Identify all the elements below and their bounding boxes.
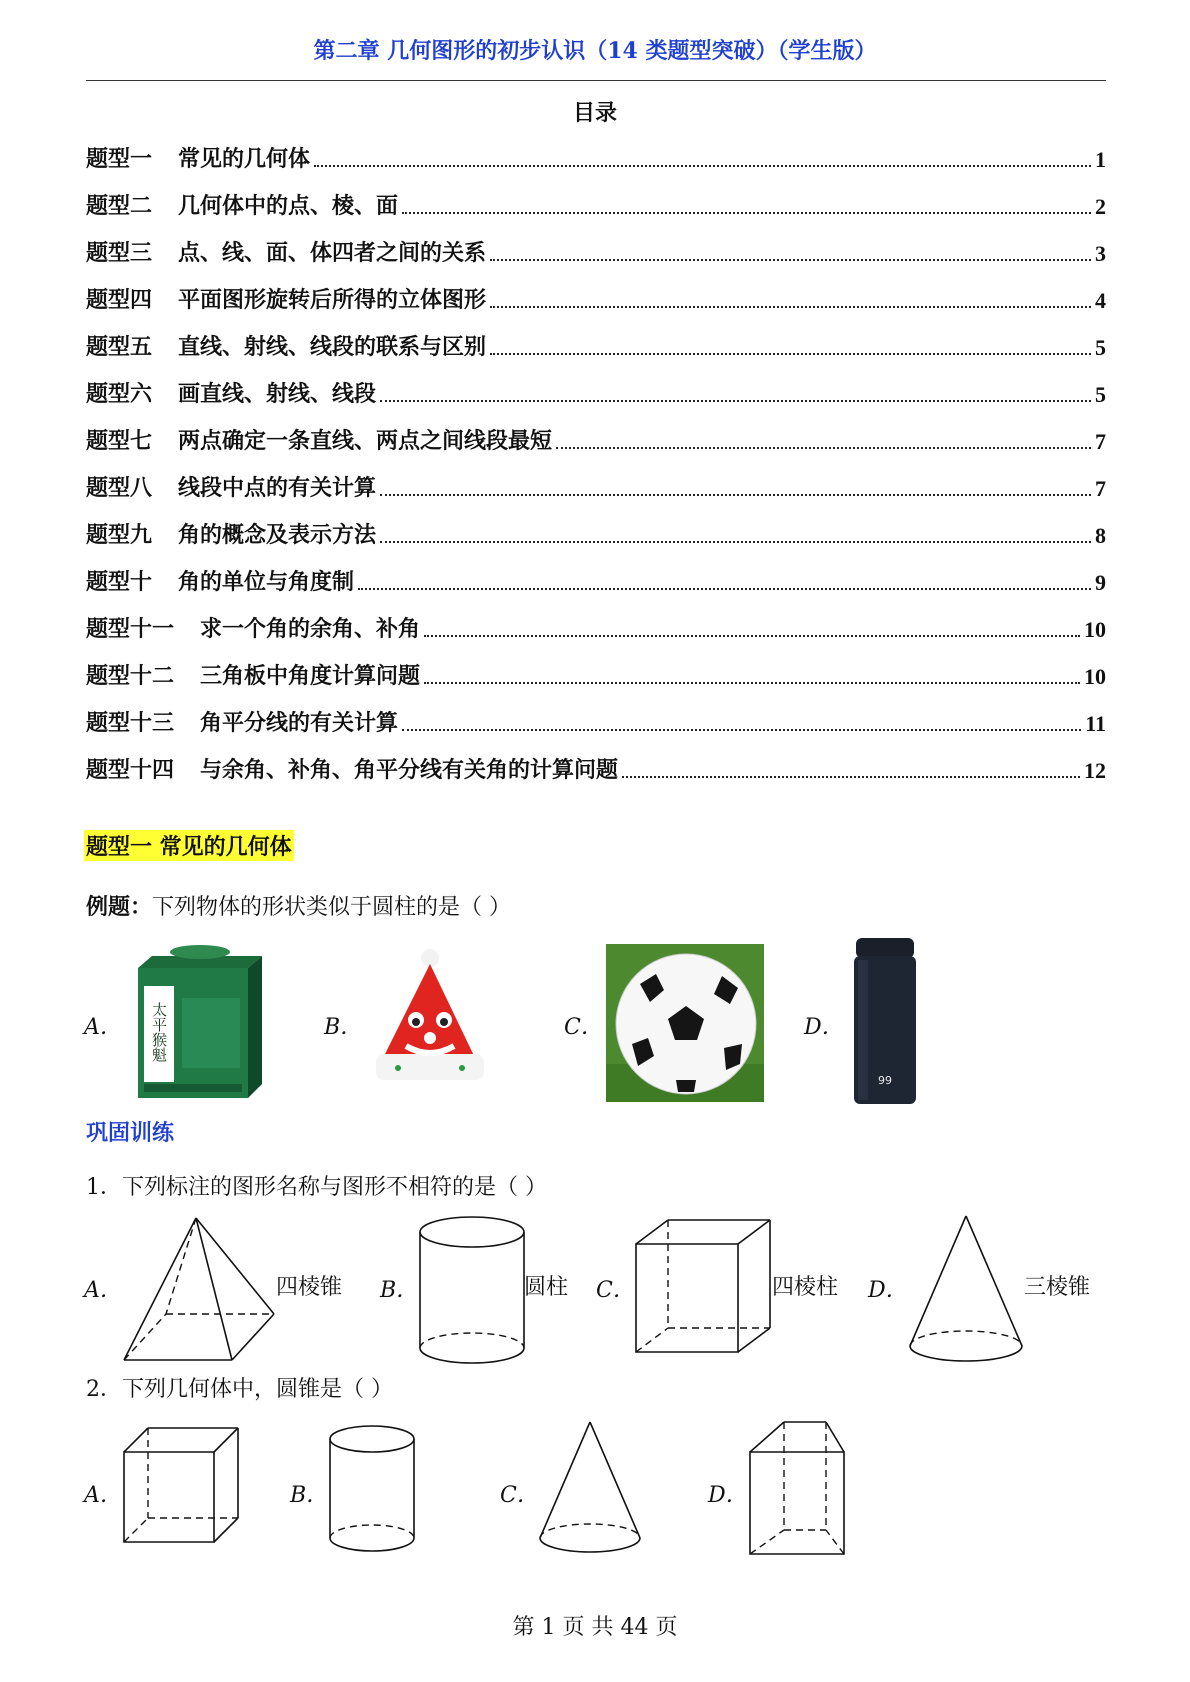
toc-item-title: 与余角、补角、角平分线有关角的计算问题 [200, 757, 619, 783]
toc-item-page: 10 [1084, 664, 1106, 689]
toc-item-page: 9 [1095, 570, 1106, 595]
toc-item-type: 题型五 [86, 334, 153, 360]
practice-heading: 巩固训练 [86, 1120, 175, 1146]
toc-item[interactable] [86, 188, 1106, 220]
toc-item[interactable] [86, 282, 1106, 314]
toc-item[interactable] [86, 423, 1106, 455]
toc-item-type: 题型十一 [86, 616, 175, 642]
toc-item-title: 角平分线的有关计算 [200, 710, 399, 736]
toc-item[interactable] [86, 564, 1106, 596]
toc-item-page: 3 [1095, 241, 1106, 266]
q1-option-b-label: B． [380, 1278, 419, 1303]
toc-item-title: 三角板中角度计算问题 [200, 663, 421, 689]
toc-item[interactable] [86, 752, 1106, 784]
toc-item-title: 平面图形旋转后所得的立体图形 [178, 287, 487, 313]
toc-leader [380, 494, 1091, 496]
toc-item-page: 11 [1085, 711, 1106, 736]
example-option-c-label: C． [564, 1015, 603, 1040]
q1-option-d-name: 三棱锥 [1024, 1275, 1091, 1300]
toc-item[interactable] [86, 470, 1106, 502]
toc-item-title: 点、线、面、体四者之间的关系 [178, 240, 487, 266]
toc-item-type: 题型九 [86, 522, 153, 548]
q2-option-d-label: D． [708, 1483, 748, 1508]
square-pyramid-figure [120, 1214, 280, 1364]
example-text: 下列物体的形状类似于圆柱的是（ ） [152, 895, 512, 920]
toc-leader [358, 588, 1091, 590]
q1-option-a-name: 四棱锥 [276, 1275, 343, 1300]
toc-item[interactable] [86, 517, 1106, 549]
toc-leader [380, 400, 1091, 402]
toc-item-type: 题型八 [86, 475, 153, 501]
toc-item-type: 题型一 [86, 146, 153, 172]
example-question [86, 890, 511, 921]
cylinder-figure [418, 1214, 528, 1366]
toc-leader [622, 776, 1080, 778]
toc-item-page: 12 [1084, 758, 1106, 783]
santa-hat-image[interactable] [368, 948, 488, 1088]
example-option-d-label: D． [804, 1015, 844, 1040]
q1-option-d-label: D． [868, 1278, 908, 1303]
document-title: 第二章 几何图形的初步认识（14 类题型突破）（学生版） [313, 38, 877, 64]
q1-option-a-label: A． [84, 1278, 122, 1303]
q2-option-b-label: B． [290, 1483, 329, 1508]
cone-figure [908, 1214, 1024, 1364]
cylinder-figure [328, 1424, 418, 1556]
section-title: 题型一 常见的几何体 [84, 830, 294, 861]
toc-item-page: 7 [1095, 476, 1106, 501]
toc-item-title: 两点确定一条直线、两点之间线段最短 [178, 428, 553, 454]
toc-heading: 目录 [572, 100, 617, 126]
toc-item-page: 1 [1095, 147, 1106, 172]
page-footer: 第 1 页 共 44 页 [512, 1615, 678, 1640]
toc-item-type: 题型十 [86, 569, 153, 595]
toc-item-page: 5 [1095, 335, 1106, 360]
toc-item-title: 几何体中的点、棱、面 [178, 193, 399, 219]
q2-option-c-label: C． [500, 1483, 539, 1508]
toc-item-page: 8 [1095, 523, 1106, 548]
toc-item-page: 10 [1084, 617, 1106, 642]
thermos-cup-image[interactable] [852, 936, 918, 1108]
toc-item-title: 线段中点的有关计算 [178, 475, 377, 501]
toc-item-title: 求一个角的余角、补角 [200, 616, 421, 642]
toc-leader [490, 306, 1091, 308]
question-1-text: 1．下列标注的图形名称与图形不相符的是（ ） [86, 1175, 547, 1200]
cube-figure [122, 1426, 240, 1546]
tea-box-image[interactable] [124, 938, 278, 1104]
frustum-prism-figure [748, 1420, 850, 1556]
q1-option-c-label: C． [596, 1278, 635, 1303]
q1-option-b-name: 圆柱 [524, 1275, 569, 1300]
q1-option-c-name: 四棱柱 [772, 1275, 839, 1300]
toc-item[interactable] [86, 658, 1106, 690]
toc-item-title: 直线、射线、线段的联系与区别 [178, 334, 487, 360]
toc-leader [424, 635, 1080, 637]
toc-item[interactable] [86, 705, 1106, 737]
toc-item-type: 题型十二 [86, 663, 175, 689]
toc-leader [402, 729, 1081, 731]
header-divider [86, 80, 1106, 81]
toc-item-title: 画直线、射线、线段 [178, 381, 377, 407]
toc-item-type: 题型二 [86, 193, 153, 219]
q2-option-a-label: A． [84, 1483, 122, 1508]
example-option-b-label: B． [324, 1015, 363, 1040]
quadrangular-prism-figure [634, 1218, 772, 1358]
toc-item[interactable] [86, 141, 1106, 173]
toc-leader [380, 541, 1091, 543]
toc-item-title: 常见的几何体 [178, 146, 311, 172]
example-label: 例题： [86, 894, 153, 920]
toc-leader [314, 165, 1091, 167]
toc-item-type: 题型六 [86, 381, 153, 407]
toc-leader [490, 353, 1091, 355]
toc-item-type: 题型十四 [86, 757, 175, 783]
question-2-text: 2．下列几何体中，圆锥是（ ） [86, 1377, 393, 1402]
tea-box-label: 太平猴魁 [150, 1002, 168, 1062]
toc-item-page: 5 [1095, 382, 1106, 407]
toc-item-page: 2 [1095, 194, 1106, 219]
toc-item-type: 题型十三 [86, 710, 175, 736]
toc-leader [490, 259, 1091, 261]
soccer-ball-image[interactable] [606, 944, 764, 1102]
toc-item-page: 7 [1095, 429, 1106, 454]
toc-leader [424, 682, 1080, 684]
cone-figure-answer [538, 1420, 644, 1556]
toc-item-type: 题型三 [86, 240, 153, 266]
toc-item[interactable] [86, 235, 1106, 267]
toc-item-type: 题型七 [86, 428, 153, 454]
toc-item-page: 4 [1095, 288, 1106, 313]
toc-item[interactable] [86, 376, 1106, 408]
toc-item[interactable] [86, 611, 1106, 643]
toc-leader [402, 212, 1091, 214]
toc-item-type: 题型四 [86, 287, 153, 313]
cup-display: 99 [878, 1074, 892, 1087]
toc-item-title: 角的单位与角度制 [178, 569, 355, 595]
toc-item[interactable] [86, 329, 1106, 361]
toc-leader [556, 447, 1091, 449]
toc-item-title: 角的概念及表示方法 [178, 522, 377, 548]
example-option-a-label: A． [84, 1015, 122, 1040]
